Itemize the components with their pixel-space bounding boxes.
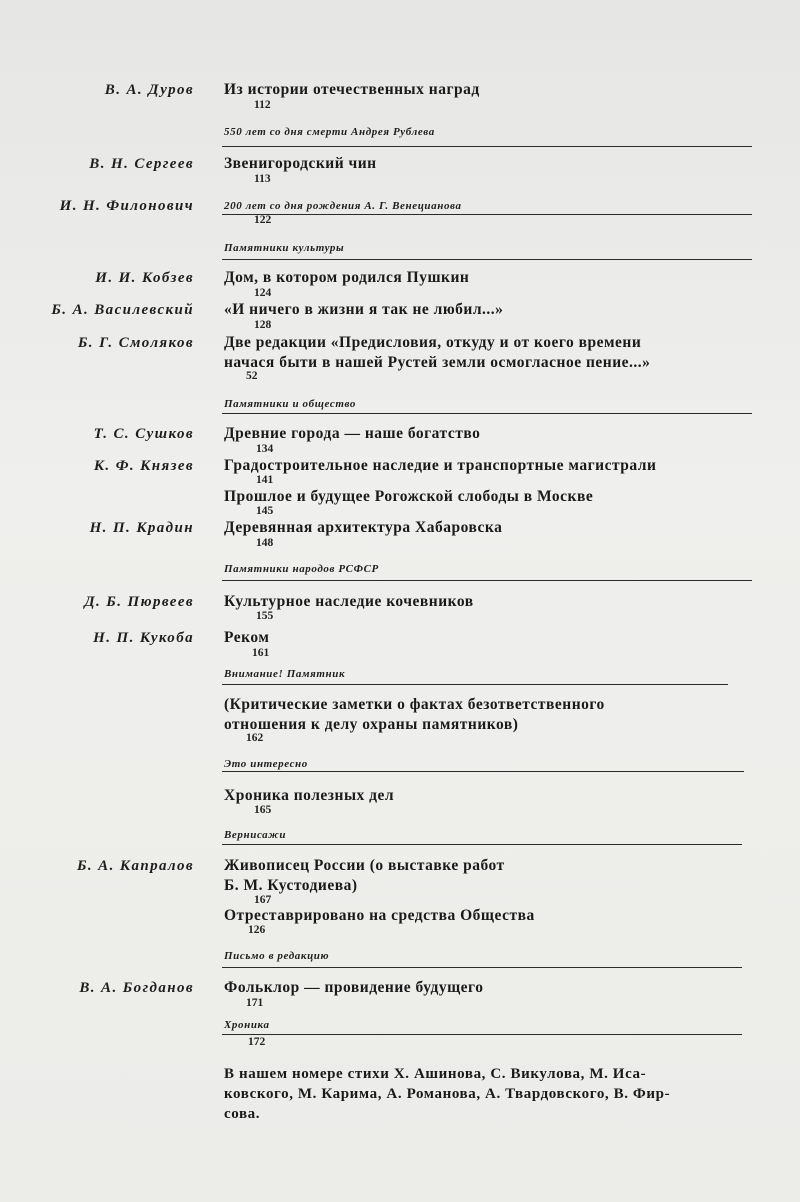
entry-author: И. Н. Филонович — [59, 198, 194, 214]
section-rule — [222, 259, 752, 260]
entry-page: 134 — [256, 443, 274, 455]
section-heading: Письмо в редакцию — [224, 950, 330, 962]
entry-page: 113 — [254, 173, 271, 185]
section-rule — [222, 413, 752, 414]
entry-title: Живописец России (о выставке работ Б. М. Кустодиева) — [224, 857, 505, 894]
entry-author: Н. П. Крадин — [89, 520, 194, 536]
entry-page: 171 — [246, 997, 264, 1009]
section-heading: Памятники народов РСФСР — [224, 563, 379, 575]
entry-title: Две редакции «Предисловия, откуду и от коего времени начася быти в нашей Рустей земли осмогласное пение...» — [224, 334, 651, 371]
issue-note: В нашем номере стихи Х. Ашинова, С. Викулова, М. Иса- ковского, М. Карима, А. Романова, А. Твардовского, В. Фир- сова. — [224, 1066, 671, 1122]
entry-author: В. А. Дуров — [104, 82, 194, 98]
entry-author: В. А. Богданов — [79, 980, 194, 996]
section-heading: 550 лет со дня смерти Андрея Рублева — [224, 126, 435, 138]
entry-author: Б. А. Василевский — [51, 302, 194, 318]
section-rule — [222, 146, 752, 147]
entry-title: Древние города — наше богатство — [224, 425, 481, 442]
entry-title: Культурное наследие кочевников — [224, 593, 474, 610]
entry-page: 155 — [256, 610, 274, 622]
entry-author: Т. С. Сушков — [93, 426, 194, 442]
entry-author: Д. Б. Пюрвеев — [84, 594, 194, 610]
entry-page: 126 — [248, 924, 266, 936]
entry-title: Реком — [224, 629, 270, 646]
entry-title: Звенигородский чин — [224, 155, 377, 172]
entry-page: 172 — [248, 1036, 266, 1048]
section-heading: Памятники культуры — [224, 242, 345, 254]
section-rule — [222, 771, 744, 772]
section-heading: Внимание! Памятник — [224, 668, 346, 680]
entry-page: 162 — [246, 732, 264, 744]
section-rule — [222, 967, 742, 968]
entry-page: 124 — [254, 287, 272, 299]
section-heading: 200 лет со дня рождения А. Г. Венецианова — [224, 200, 462, 212]
entry-title: Дом, в котором родился Пушкин — [224, 269, 470, 286]
entry-title: Градостроительное наследие и транспортные магистрали — [224, 457, 657, 474]
section-rule — [222, 214, 752, 215]
entry-title: (Критические заметки о фактах безответственного отношения к делу охраны памятников) — [224, 696, 605, 733]
entry-title: Отреставрировано на средства Общества — [224, 907, 535, 924]
entry-page: 148 — [256, 537, 274, 549]
section-heading: Вернисажи — [224, 829, 287, 841]
entry-page: 112 — [254, 99, 271, 111]
entry-page: 141 — [256, 474, 274, 486]
entry-page: 167 — [254, 894, 272, 906]
section-heading: Памятники и общество — [224, 398, 356, 410]
section-rule — [222, 580, 752, 581]
entry-title: Прошлое и будущее Рогожской слободы в Москве — [224, 488, 594, 505]
entry-page: 161 — [252, 647, 270, 659]
entry-page: 52 — [246, 370, 258, 382]
entry-title: Фольклор — провидение будущего — [224, 979, 484, 996]
section-rule — [222, 1034, 742, 1035]
entry-title: Хроника полезных дел — [224, 787, 395, 804]
entry-title: «И ничего в жизни я так не любил...» — [224, 301, 504, 318]
entry-title: Из истории отечественных наград — [224, 81, 480, 98]
section-heading: Это интересно — [224, 758, 308, 770]
section-rule — [222, 844, 742, 845]
entry-page: 165 — [254, 804, 272, 816]
entry-author: Б. А. Капралов — [76, 858, 194, 874]
section-rule — [222, 684, 728, 685]
entry-author: К. Ф. Князев — [93, 458, 194, 474]
entry-author: Б. Г. Смоляков — [77, 335, 194, 351]
entry-page: 122 — [254, 214, 272, 226]
entry-author: И. И. Кобзев — [95, 270, 194, 286]
entry-author: Н. П. Кукоба — [93, 630, 194, 646]
entry-title: Деревянная архитектура Хабаровска — [224, 519, 503, 536]
entry-page: 128 — [254, 319, 272, 331]
entry-author: В. Н. Сергеев — [89, 156, 194, 172]
section-heading: Хроника — [224, 1019, 270, 1031]
entry-page: 145 — [256, 505, 274, 517]
